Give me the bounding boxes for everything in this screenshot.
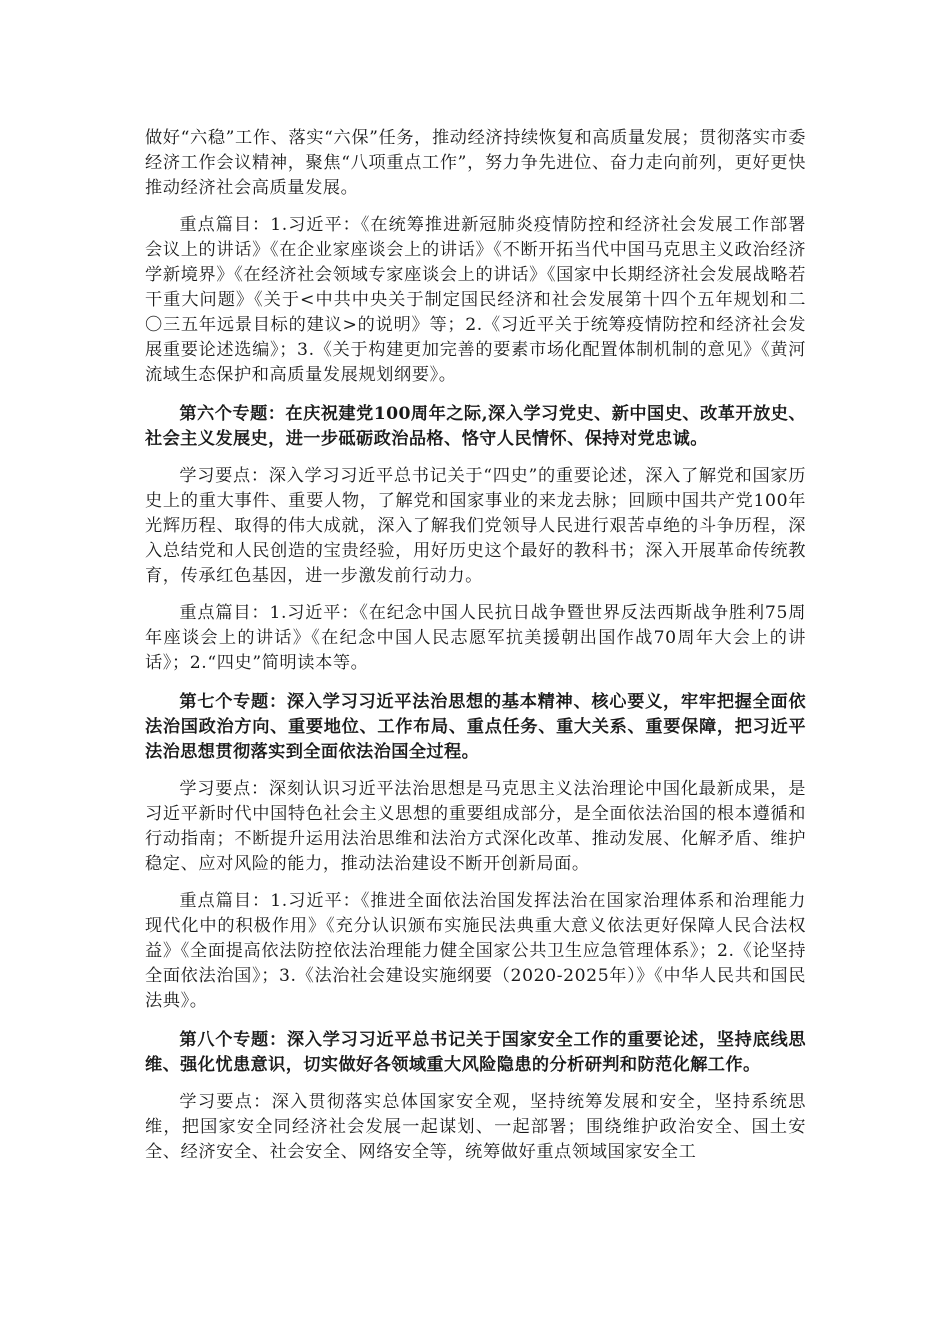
paragraph-study-points-topic8: 学习要点：深入贯彻落实总体国家安全观，坚持统筹发展和安全，坚持系统思维，把国家安全同经济社会发展一起谋划、一起部署；围绕维护政治安全、国土安全、经济安全、社会安全、网络安全等，统筹做好重点领域国家安全工	[145, 1092, 806, 1162]
document-body	[145, 126, 806, 1165]
paragraph-study-points-topic6: 学习要点：深入学习习近平总书记关于“四史”的重要论述，深入了解党和国家历史上的重大事件、重要人物，了解党和国家事业的来龙去脉；回顾中国共产党100年光辉历程、取得的伟大成就，深入了解我们党领导人民进行艰苦卓绝的斗争历程，深入总结党和人民创造的宝贵经验，用好历史这个最好的教科书；深入开展革命传统教育，传承红色基因，进一步激发前行动力。	[145, 466, 806, 586]
heading-topic-6: 第六个专题：在庆祝建党100周年之际,深入学习党史、新中国史、改革开放史、社会主义发展史，进一步砥砺政治品格、恪守人民情怀、保持对党忠诚。	[145, 404, 806, 449]
heading-topic-7: 第七个专题：深入学习习近平法治思想的基本精神、核心要义，牢牢把握全面依法治国政治方向、重要地位、工作布局、重点任务、重大关系、重要保障，把习近平法治思想贯彻落实到全面依法治国全过程。	[145, 692, 806, 762]
paragraph-key-readings-topic6: 重点篇目：1.习近平：《在纪念中国人民抗日战争暨世界反法西斯战争胜利75周年座谈会上的讲话》《在纪念中国人民志愿军抗美援朝出国作战70周年大会上的讲话》；2.“四史”简明读本等。	[145, 603, 806, 673]
paragraph-study-points-topic7: 学习要点：深刻认识习近平法治思想是马克思主义法治理论中国化最新成果，是习近平新时代中国特色社会主义思想的重要组成部分，是全面依法治国的根本遵循和行动指南；不断提升运用法治思维和法治方式深化改革、推动发展、化解矛盾、维护稳定、应对风险的能力，推动法治建设不断开创新局面。	[145, 779, 806, 874]
paragraph-key-readings-topic7: 重点篇目：1.习近平：《推进全面依法治国发挥法治在国家治理体系和治理能力现代化中的积极作用》《充分认识颁布实施民法典重大意义依法更好保障人民合法权益》《全面提高依法防控依法治理能力健全国家公共卫生应急管理体系》；2.《论坚持全面依法治国》；3.《法治社会建设实施纲要（2020-2025年）》《中华人民共和国民法典》。	[145, 891, 806, 1011]
heading-topic-8: 第八个专题：深入学习习近平总书记关于国家安全工作的重要论述，坚持底线思维、强化忧患意识，切实做好各领域重大风险隐患的分析研判和防范化解工作。	[145, 1030, 806, 1075]
paragraph-economy-continuation: 做好“六稳”工作、落实“六保”任务，推动经济持续恢复和高质量发展；贯彻落实市委经济工作会议精神，聚焦“八项重点工作”，努力争先进位、奋力走向前列，更好更快推动经济社会高质量发展。	[145, 128, 806, 198]
paragraph-key-readings-topic5: 重点篇目：1.习近平：《在统筹推进新冠肺炎疫情防控和经济社会发展工作部署会议上的讲话》《在企业家座谈会上的讲话》《不断开拓当代中国马克思主义政治经济学新境界》《在经济社会领域专家座谈会上的讲话》《国家中长期经济社会发展战略若干重大问题》《关于<中共中央关于制定国民经济和社会发展第十四个五年规划和二〇三五年远景目标的建议>的说明》等；2.《习近平关于统筹疫情防控和经济社会发展重要论述选编》；3.《关于构建更加完善的要素市场化配置体制机制的意见》《黄河流域生态保护和高质量发展规划纲要》。	[145, 215, 806, 385]
